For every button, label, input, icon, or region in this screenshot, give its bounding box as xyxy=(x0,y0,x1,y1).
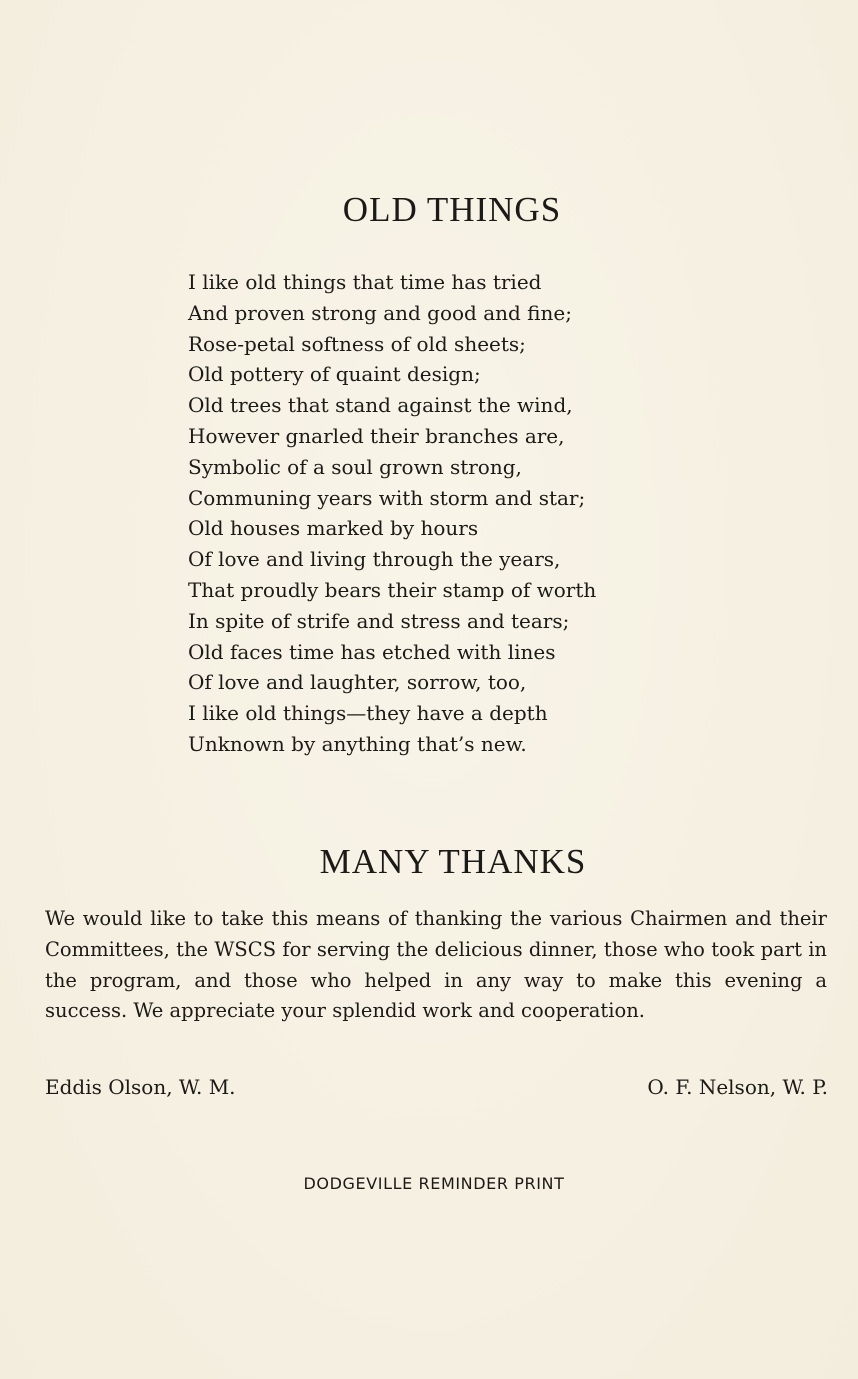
poem-line: However gnarled their branches are, xyxy=(188,423,565,448)
poem-line: Symbolic of a soul grown strong, xyxy=(188,454,522,479)
thanks-title: MANY THANKS xyxy=(319,842,587,881)
printer-credit: DODGEVILLE REMINDER PRINT xyxy=(303,1174,565,1193)
poem-line: Unknown by anything that’s new. xyxy=(188,731,527,756)
poem-line: In spite of strife and stress and tears; xyxy=(188,608,570,633)
signature-worthy-matron: Eddis Olson, W. M. xyxy=(45,1075,236,1099)
poem-line: Old houses marked by hours xyxy=(188,516,479,541)
poem-line: I like old things that time has tried xyxy=(188,270,542,294)
poem-line: I like old things—they have a depth xyxy=(188,701,548,726)
poem-line: Rose-petal softness of old sheets; xyxy=(188,331,526,356)
poem-line: Old faces time has etched with lines xyxy=(188,639,556,664)
poem-line: Old trees that stand against the wind, xyxy=(188,393,573,418)
signature-worthy-patron: O. F. Nelson, W. P. xyxy=(647,1075,828,1099)
poem-line: Old pottery of quaint design; xyxy=(188,362,481,387)
poem-lines xyxy=(188,267,596,760)
thanks-paragraph: We would like to take this means of thanking the various Chairmen and their Committees, the WSCS for serving the delicious dinner, those who took part in the program, and those who helped in any way to make this evening a success. We appreciate your splendid work and cooperation. xyxy=(45,907,827,1023)
poem-line: Of love and laughter, sorrow, too, xyxy=(188,670,527,695)
poem-line: Communing years with storm and star; xyxy=(188,485,586,510)
poem-title: OLD THINGS xyxy=(342,190,562,229)
poem-line: That proudly bears their stamp of worth xyxy=(188,577,597,602)
poem-line: Of love and living through the years, xyxy=(188,547,561,572)
poem-line: And proven strong and good and fine; xyxy=(188,300,572,325)
